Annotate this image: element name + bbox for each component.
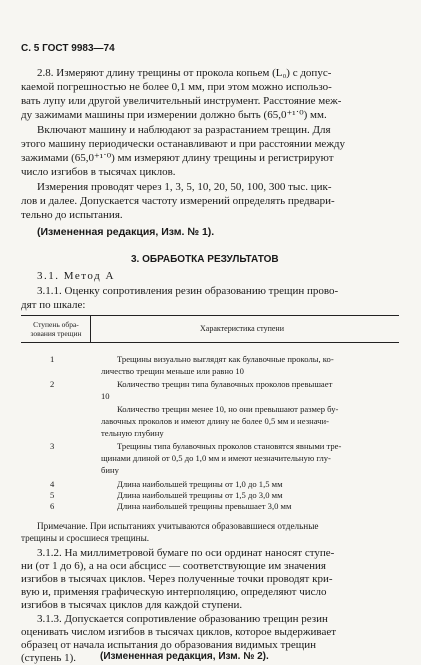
table-top-rule	[21, 315, 399, 316]
section-2-8-line-11: тельно до испытания.	[21, 209, 123, 221]
page-header: С. 5 ГОСТ 9983—74	[21, 43, 115, 54]
section-2-8-line-3: вать лупу или другой увеличительный инструмент. Расстояние меж-	[21, 95, 342, 107]
section-2-8-line-7: зажимами (65,0⁺¹˙⁰) мм измеряют длину трещины и регистрируют	[21, 152, 334, 164]
table-row-1-text-1: Трещины визуально выглядят как булавочные проколы, ко-	[117, 354, 334, 364]
table-row-4-text: Длина наибольшей трещины от 1,0 до 1,5 мм	[117, 479, 283, 489]
section-2-8-line-9: Измерения проводят через 1, 3, 5, 10, 20, 50, 100, 300 тыс. цик-	[37, 181, 332, 193]
table-row-2-step: 2	[50, 379, 55, 389]
section-3-1-2-line-4: вую и, применяя графическую интерполяцию, определяют число	[21, 586, 327, 598]
table-row-6-text: Длина наибольшей трещины превышает 3,0 мм	[117, 501, 292, 511]
section-2-8-line-2: каемой погрешностью не более 0,1 мм, при этом можно использо-	[21, 81, 332, 93]
table-header-rule	[21, 342, 399, 343]
section-3-1-3-line-4: (ступень 1).	[21, 652, 77, 664]
section-3-title: 3. ОБРАБОТКА РЕЗУЛЬТАТОВ	[131, 254, 279, 265]
section-3-1-1-line-2: дят по шкале:	[21, 299, 86, 311]
table-row-3-text-4: Трещины типа булавочных проколов становятся явными тре-	[117, 441, 342, 451]
section-3-1-3-line-1: 3.1.3. Допускается сопротивление образованию трещин резин	[37, 613, 328, 625]
table-row-4-step: 4	[50, 479, 55, 489]
table-row-3-text-1: Количество трещин менее 10, но они превышают размер бу-	[117, 404, 339, 414]
edit-note-1: (Измененная редакция, Изм. № 1).	[37, 226, 215, 238]
table-row-2-text-2: 10	[101, 391, 110, 401]
table-row-3-text-6: бину	[101, 465, 119, 475]
table-header-step-line-1: Ступень обра-	[33, 320, 79, 329]
section-2-8-line-6: этого машину периодически останавливают и при расстоянии между	[21, 138, 346, 150]
section-2-8-line-5: Включают машину и наблюдают за разрастанием трещин. Для	[37, 124, 331, 136]
table-header-step	[24, 320, 88, 338]
table-header-characteristic: Характеристика ступени	[200, 324, 284, 333]
note-line-2: трещины и сросшиеся трещины.	[21, 533, 150, 543]
table-column-divider	[90, 315, 91, 342]
section-3-1-3-line-2: оценивать числом изгибов в тысячах циклов, которое выдерживает	[21, 626, 337, 638]
table-row-1-step: 1	[50, 354, 55, 364]
section-2-8-line-8: число изгибов в тысячах циклов.	[21, 166, 176, 178]
table-row-3-text-5: щинами длиной от 0,5 до 1,0 мм и имеют незначительную глу-	[101, 453, 331, 463]
table-row-2-text-1: Количество трещин типа булавочных проколов превышает	[117, 379, 333, 389]
section-3-1-2-line-2: ни (от 1 до 6), а на оси абсцисс — соответствующие им значения	[21, 560, 326, 572]
section-3-1-2-line-3: изгибов в тысячах циклов. Через полученные точки проводят кри-	[21, 573, 333, 585]
section-2-8-line-1: 2.8. Измеряют длину трещины от прокола копьем (L₀) с допус-	[37, 67, 332, 79]
table-header-step-line-2: зования трещин	[30, 329, 82, 338]
section-3-1-2-line-1: 3.1.2. На миллиметровой бумаге по оси ординат наносят ступе-	[37, 547, 335, 559]
section-3-1-2-line-5: изгибов в тысячах циклов для каждой ступени.	[21, 599, 243, 611]
table-row-3-text-2: лавочных проколов и имеют длину не более 0,5 мм и незначи-	[101, 416, 329, 426]
note-line-1: Примечание. При испытаниях учитываются образовавшиеся отдельные	[37, 521, 319, 531]
table-row-6-step: 6	[50, 501, 55, 511]
table-row-5-text: Длина наибольшей трещины от 1,5 до 3,0 мм	[117, 490, 283, 500]
table-row-3-step: 3	[50, 441, 55, 451]
section-2-8-line-10: лов и далее. Допускается частоту измерений определять предвари-	[21, 195, 335, 207]
edit-note-2: (Измененная редакция, Изм. № 2).	[100, 651, 269, 662]
section-3-1-3-line-3: образец от начала испытания до образования видимых трещин	[21, 639, 317, 651]
method-label: 3.1. Метод А	[37, 270, 115, 282]
table-row-1-text-2: личество трещин меньше или равно 10	[101, 366, 244, 376]
section-2-8-line-4: ду зажимами машины при измерении должно быть (65,0⁺¹˙⁰) мм.	[21, 109, 327, 121]
section-3-1-1-line-1: 3.1.1. Оценку сопротивления резин образованию трещин прово-	[37, 285, 339, 297]
table-row-5-step: 5	[50, 490, 55, 500]
table-row-3-text-3: тельную глубину	[101, 428, 164, 438]
